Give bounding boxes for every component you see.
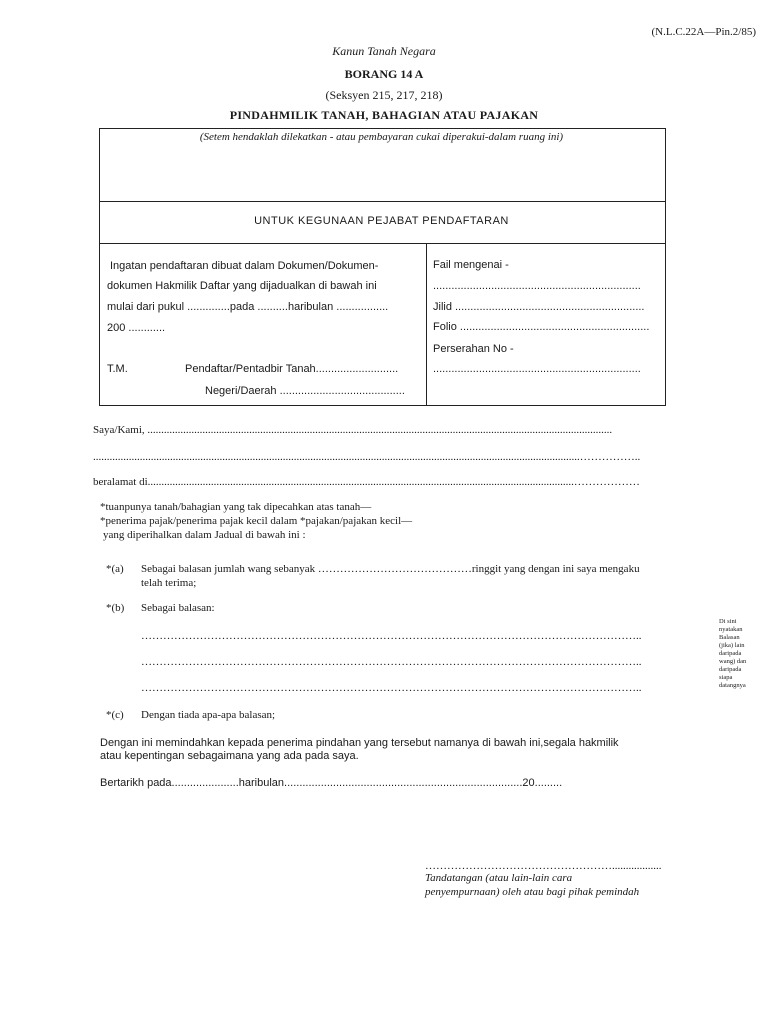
signature-line: …………………………………………….................. [425,860,662,872]
file-field: .................................................................... [433,280,641,292]
state-district-field: Negeri/Daerah ......................................... [205,385,405,397]
lessee-option: *penerima pajak/penerima pajak kecil dalam *pajakan/pajakan kecil— [100,515,413,527]
act-name: Kanun Tanah Negara [332,44,436,58]
form-reference: (N.L.C.22A—Pin.2/85) [651,26,756,38]
date-field: Bertarikh pada......................haribulan..............................................................................20......... [100,777,563,789]
folio-field: Folio .............................................................. [433,321,650,333]
transferor-name-field: Saya/Kami, ......................................................................................................................................................................... [93,424,613,436]
file-label: Fail mengenai - [433,259,509,271]
consideration-field: ……………………………………………………………………………………………………………………….. [141,682,642,694]
office-heading: UNTUK KEGUNAAN PEJABAT PENDAFTARAN [254,215,509,227]
transfer-clause: atau kepentingan sebagaimana yang ada pada saya. [100,750,359,762]
column-divider [426,243,427,405]
presentation-field: .................................................................... [433,363,641,375]
option-c-label: *(c) [106,709,124,721]
section-reference: (Seksyen 215, 217, 218) [325,88,443,102]
address-field: beralamat di...........................................................................................................................................................……………… [93,476,640,488]
option-b-text: Sebagai balasan: [141,602,215,614]
presentation-label: Perserahan No - [433,343,514,355]
divider [99,243,665,244]
divider [99,201,665,202]
margin-note: Di sini nyatakan Balasan (jika) lain daripada wang) dan daripada siapa datangnya [719,618,747,689]
schedule-reference: yang diperihalkan dalam Jadual di bawah ini : [103,529,306,541]
registration-year-field: 200 ............ [107,322,166,334]
registrar-field: Pendaftar/Pentadbir Tanah........................... [185,363,399,375]
form-number: BORANG 14 A [344,67,424,81]
option-b-label: *(b) [106,602,125,614]
option-a-text: telah terima; [141,577,197,589]
form-title: PINDAHMILIK TANAH, BAHAGIAN ATAU PAJAKAN [229,108,539,122]
consideration-field: ……………………………………………………………………………………………………………………….. [141,656,642,668]
stamp-note: (Setem hendaklah dilekatkan - atau pembayaran cukai diperakui-dalam ruang ini) [199,131,564,143]
consideration-field: ……………………………………………………………………………………………………………………….. [141,630,642,642]
owner-option: *tuanpunya tanah/bahagian yang tak dipecahkan atas tanah— [100,501,372,513]
tm-label: T.M. [107,363,128,375]
option-c-text: Dengan tiada apa-apa balasan; [141,709,276,721]
volume-field: Jilid .............................................................. [433,301,645,313]
registration-note-line: dokumen Hakmilik Daftar yang dijadualkan di bawah ini [107,280,377,292]
transfer-clause: Dengan ini memindahkan kepada penerima pindahan yang tersebut namanya di bawah ini,segala hakmilik [100,737,619,749]
registration-note-line: Ingatan pendaftaran dibuat dalam Dokumen/Dokumen- [110,260,379,272]
transferor-name-continuation: .................................................................................................................................................................................…………….. [93,451,641,463]
option-a-label: *(a) [106,563,124,575]
option-a-text: Sebagai balasan jumlah wang sebanyak ……………………………………ringgit yang dengan ini saya mengaku [141,563,640,575]
signature-caption: Tandatangan (atau lain-lain cara [425,872,573,884]
registration-time-field: mulai dari pukul ..............pada ..........haribulan ................. [107,301,389,313]
signature-caption: penyempurnaan) oleh atau bagi pihak pemindah [425,886,640,898]
